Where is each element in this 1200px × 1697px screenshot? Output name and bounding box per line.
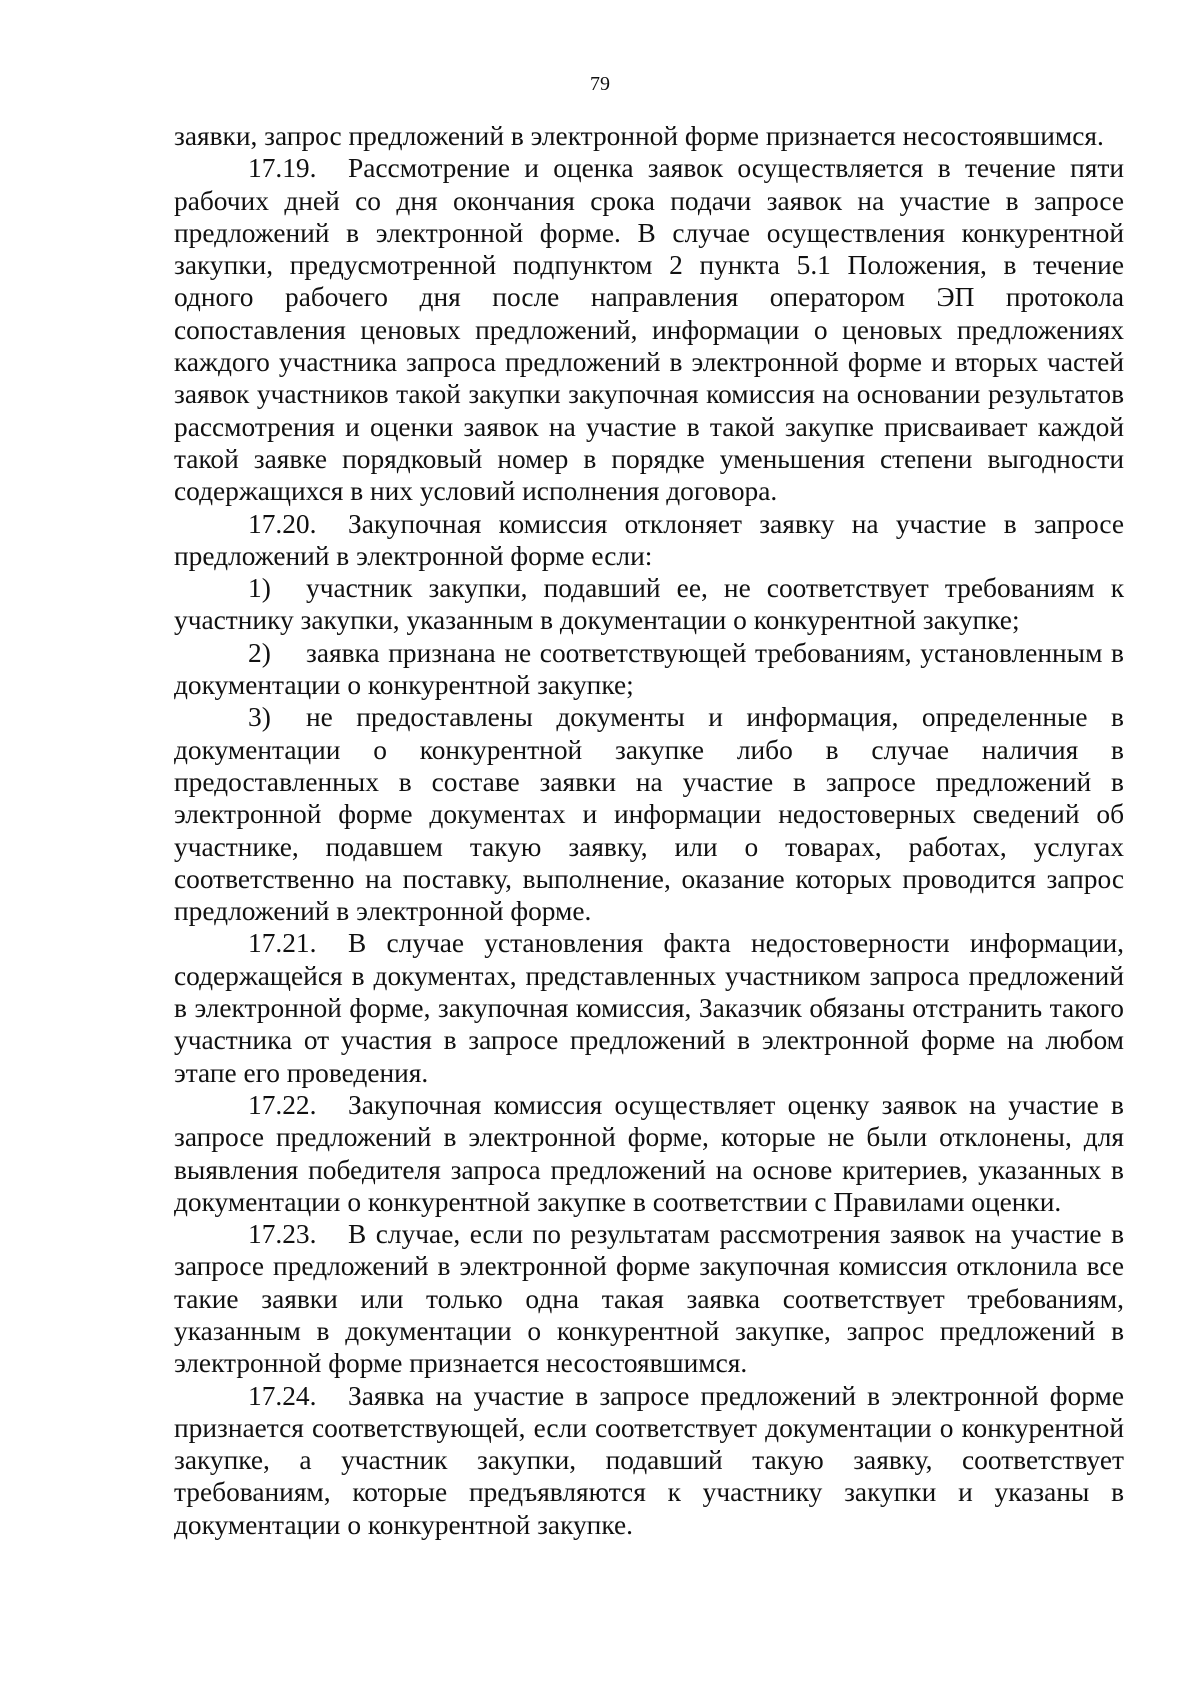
clause-text: Закупочная комиссия отклоняет заявку на участие в запросе предложений в электронной форме если: (174, 508, 1124, 571)
list-item-text: заявка признана не соответствующей требованиям, установленным в документации о конкурентной закупке; (174, 637, 1124, 701)
clause-17-19 (174, 152, 1124, 507)
list-item-number: 2) (248, 637, 271, 668)
clause-text: Заявка на участие в запросе предложений в электронной форме признается соответствующей, если соответствует документации о конкурентной закупке, а участник закупки, подавший такую заявку, соответствует требованиям, которые предъявляются к участнику закупки и указаны в документации о конкурентной закупке. (174, 1380, 1124, 1540)
clause-number: 17.23. (248, 1219, 317, 1250)
clause-17-22 (174, 1089, 1124, 1218)
list-item-number: 1) (248, 573, 271, 604)
clause-number: 17.20. (248, 508, 317, 539)
list-item-3 (174, 701, 1124, 927)
list-item-2 (174, 637, 1124, 702)
document-body (174, 120, 1124, 1541)
clause-17-20 (174, 508, 1124, 573)
list-item-text: участник закупки, подавший ее, не соответствует требованиям к участнику закупки, указанным в документации о конкурентной закупке; (174, 573, 1124, 636)
clause-text: Рассмотрение и оценка заявок осуществляется в течение пяти рабочих дней со дня окончания срока подачи заявок на участие в запросе предложений в электронной форме. В случае осуществления конкурентной закупки, предусмотренной подпунктом 2 пункта 5.1 Положения, в течение одного рабочего дня после направления оператором ЭП протокола сопоставления ценовых предложений, информации о ценовых предложениях каждого участника запроса предложений в электронной форме и вторых частей заявок участников такой закупки закупочная комиссия на основании результатов рассмотрения и оценки заявок на участие в такой закупке присваивает каждой такой заявке порядковый номер в порядке уменьшения степени выгодности содержащихся в них условий исполнения договора. (174, 153, 1124, 507)
clause-number: 17.19. (248, 153, 317, 184)
paragraph-text: заявки, запрос предложений в электронной форме признается несостоявшимся. (174, 121, 1104, 151)
page-number: 79 (590, 73, 610, 95)
clause-text: Закупочная комиссия осуществляет оценку заявок на участие в запросе предложений в электронной форме, которые не были отклонены, для выявления победителя запроса предложений на основе критериев, указанных в документации о конкурентной закупке в соответствии с Правилами оценки. (174, 1089, 1124, 1217)
paragraph-continuation (174, 120, 1124, 152)
clause-text: В случае установления факта недостоверности информации, содержащейся в документах, представленных участником запроса предложений в электронной форме, закупочная комиссия, Заказчик обязаны отстранить такого участника от участия в запросе предложений в электронной форме на любом этапе его проведения. (174, 928, 1124, 1088)
list-item-1 (174, 572, 1124, 637)
clause-17-21 (174, 927, 1124, 1088)
list-item-number: 3) (248, 702, 271, 733)
clause-number: 17.22. (248, 1089, 317, 1120)
clause-17-24 (174, 1380, 1124, 1541)
clause-number: 17.24. (248, 1380, 317, 1411)
clause-text: В случае, если по результатам рассмотрения заявок на участие в запросе предложений в электронной форме закупочная комиссия отклонила все такие заявки или только одна такая заявка соответствует требованиям, указанным в документации о конкурентной закупке, запрос предложений в электронной форме признается несостоявшимся. (174, 1219, 1124, 1379)
list-item-text: не предоставлены документы и информация, определенные в документации о конкурентной закупке либо в случае наличия в предоставленных в составе заявки на участие в запросе предложений в электронной форме документах и информации недостоверных сведений об участнике, подавшем такую заявку, или о товарах, работах, услугах соответственно на поставку, выполнение, оказание которых проводится запрос предложений в электронной форме. (174, 702, 1124, 927)
clause-17-23 (174, 1218, 1124, 1379)
clause-number: 17.21. (248, 928, 317, 959)
